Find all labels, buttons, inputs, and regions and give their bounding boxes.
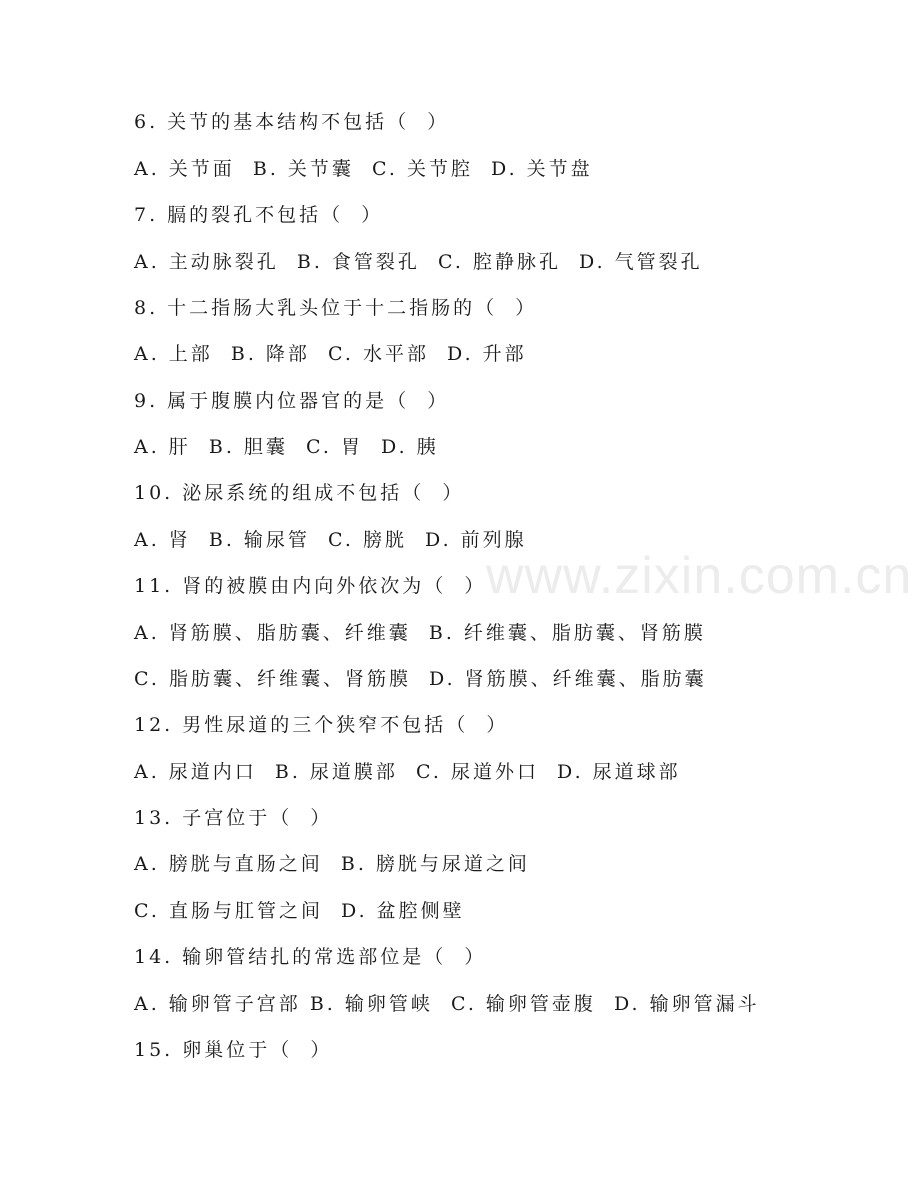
question-10: 10. 泌尿系统的组成不包括（ ） [134, 482, 465, 504]
options-7: A. 主动脉裂孔 B. 食管裂孔 C. 腔静脉孔 D. 气管裂孔 [134, 251, 703, 273]
question-13: 13. 子宫位于（ ） [134, 807, 333, 829]
question-9: 9. 属于腹膜内位器官的是（ ） [134, 390, 450, 412]
options-9: A. 肝 B. 胆囊 C. 胃 D. 胰 [134, 436, 439, 458]
question-14: 14. 输卵管结扎的常选部位是（ ） [134, 946, 487, 968]
options-13-ab: A. 膀胱与直肠之间 B. 膀胱与尿道之间 [134, 853, 530, 875]
options-11-ab: A. 肾筋膜、脂肪囊、纤维囊 B. 纤维囊、脂肪囊、肾筋膜 [134, 622, 706, 644]
options-8: A. 上部 B. 降部 C. 水平部 D. 升部 [134, 343, 527, 365]
question-8: 8. 十二指肠大乳头位于十二指肠的（ ） [134, 297, 538, 319]
watermark: www.zixin.com.cn [486, 547, 913, 605]
options-6: A. 关节面 B. 关节囊 C. 关节腔 D. 关节盘 [134, 158, 593, 180]
options-12: A. 尿道内口 B. 尿道膜部 C. 尿道外口 D. 尿道球部 [134, 761, 681, 783]
question-12: 12. 男性尿道的三个狭窄不包括（ ） [134, 714, 509, 736]
options-10: A. 肾 B. 输尿管 C. 膀胱 D. 前列腺 [134, 529, 527, 551]
question-11: 11. 肾的被膜由内向外依次为（ ） [134, 575, 487, 597]
options-13-cd: C. 直肠与肛管之间 D. 盆腔侧壁 [134, 900, 465, 922]
question-7: 7. 膈的裂孔不包括（ ） [134, 204, 384, 226]
options-11-cd: C. 脂肪囊、纤维囊、肾筋膜 D. 肾筋膜、纤维囊、脂肪囊 [134, 668, 707, 690]
options-14: A. 输卵管子宫部 B. 输卵管峡 C. 输卵管壶腹 D. 输卵管漏斗 [134, 993, 760, 1015]
question-15: 15. 卵巢位于（ ） [134, 1039, 333, 1061]
question-6: 6. 关节的基本结构不包括（ ） [134, 111, 450, 133]
